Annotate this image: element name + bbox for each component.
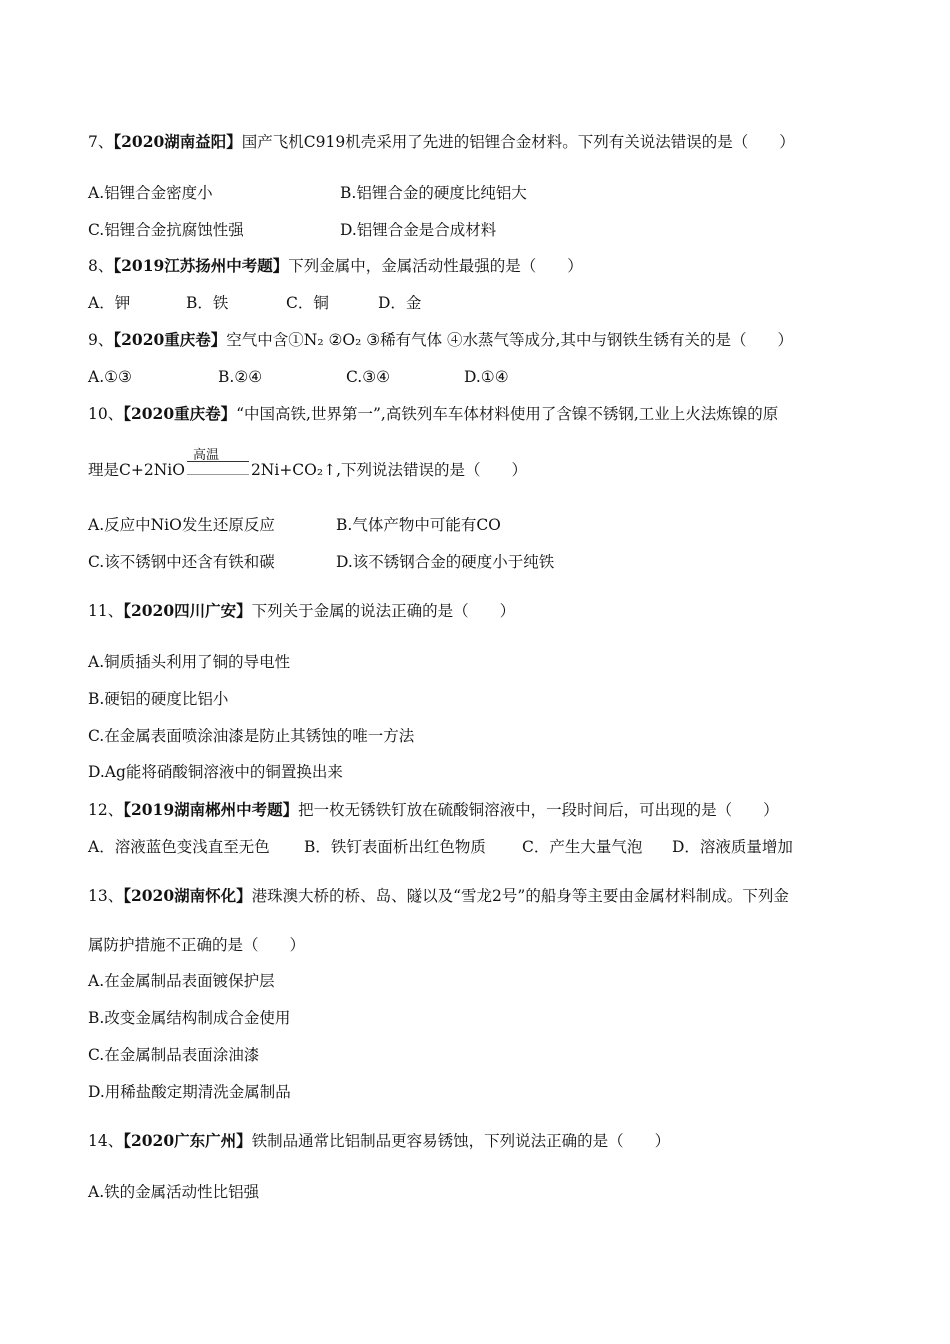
- question-source: 【2019湖南郴州中考题】: [123, 800, 299, 819]
- option-b: B.硬铝的硬度比铝小: [88, 690, 229, 708]
- option-a: A.铁的金属活动性比铝强: [88, 1183, 260, 1201]
- reaction-condition: 高温: [192, 448, 219, 463]
- question-number: 7、: [88, 133, 114, 151]
- question-13: [88, 885, 789, 907]
- option-c: C.在金属制品表面涂油漆: [88, 1046, 260, 1064]
- question-14: [88, 1130, 670, 1152]
- option-c: C.③④: [346, 368, 391, 386]
- equation-right: 2Ni+CO₂↑,下列说法错误的是（ ）: [250, 461, 528, 479]
- question-source: 【2020重庆卷】: [123, 404, 237, 423]
- question-source: 【2019江苏扬州中考题】: [113, 256, 289, 275]
- option-b: B.铝锂合金的硬度比纯铝大: [340, 184, 527, 202]
- question-text: “中国高铁,世界第一”,高铁列车车体材料使用了含镍不锈钢,工业上火法炼镍的原: [236, 405, 779, 423]
- option-b: B.气体产物中可能有CO: [336, 516, 501, 534]
- option-a: A.反应中NiO发生还原反应: [88, 516, 275, 534]
- option-d: D.该不锈钢合金的硬度小于纯铁: [336, 553, 555, 571]
- question-number: 11、: [88, 602, 124, 620]
- option-d: D.Ag能将硝酸铜溶液中的铜置换出来: [88, 763, 343, 781]
- option-b: B.改变金属结构制成合金使用: [88, 1009, 291, 1027]
- question-10: [88, 403, 778, 425]
- question-source: 【2020湖南怀化】: [123, 886, 252, 905]
- option-c: C.在金属表面喷涂油漆是防止其锈蚀的唯一方法: [88, 727, 415, 745]
- options-row: [88, 219, 496, 241]
- question-number: 13、: [88, 887, 124, 905]
- option-b: B．铁钉表面析出红色物质: [304, 838, 486, 856]
- option-a: A．钾: [88, 294, 131, 312]
- question-text: 下列金属中，金属活动性最强的是（ ）: [288, 257, 583, 275]
- question-number: 12、: [88, 801, 124, 819]
- question-text: 国产飞机C919机壳采用了先进的铝锂合金材料。下列有关说法错误的是（ ）: [241, 133, 795, 151]
- question-text: 下列关于金属的说法正确的是（ ）: [251, 602, 516, 620]
- question-11: [88, 600, 515, 622]
- option-d: D.用稀盐酸定期清洗金属制品: [88, 1083, 291, 1101]
- option-c: C.该不锈钢中还含有铁和碳: [88, 553, 275, 571]
- option-a: A.在金属制品表面镀保护层: [88, 972, 275, 990]
- option-d: D．溶液质量增加: [672, 838, 793, 856]
- option-c: C.铝锂合金抗腐蚀性强: [88, 221, 244, 239]
- question-source: 【2020四川广安】: [123, 601, 252, 620]
- option-c: C．产生大量气泡: [522, 838, 643, 856]
- option-a: A.①③: [88, 368, 132, 386]
- question-number: 9、: [88, 331, 114, 349]
- option-a: A.铝锂合金密度小: [88, 184, 213, 202]
- equation-left: 理是C+2NiO: [88, 461, 185, 479]
- options-row: [88, 366, 509, 388]
- question-12: [88, 799, 779, 821]
- option-d: D．金: [378, 294, 422, 312]
- option-b: B.②④: [218, 368, 263, 386]
- options-row: [88, 182, 527, 204]
- question-number: 8、: [88, 257, 114, 275]
- question-text: 铁制品通常比铝制品更容易锈蚀，下列说法正确的是（ ）: [251, 1132, 671, 1150]
- question-text: 把一枚无锈铁钉放在硫酸铜溶液中，一段时间后，可出现的是（ ）: [298, 801, 779, 819]
- question-number: 14、: [88, 1132, 124, 1150]
- options-row: [88, 292, 421, 314]
- options-row: [88, 551, 554, 573]
- question-9: [88, 329, 793, 351]
- question-8: [88, 255, 583, 277]
- reaction-condition-arrow: [187, 448, 249, 479]
- options-row: [88, 514, 501, 536]
- option-d: D.①④: [464, 368, 509, 386]
- option-a: A.铜质插头利用了铜的导电性: [88, 653, 291, 671]
- question-number: 10、: [88, 405, 124, 423]
- option-b: B．铁: [186, 294, 229, 312]
- options-row: [88, 836, 793, 858]
- option-c: C．铜: [286, 294, 329, 312]
- question-source: 【2020广东广州】: [123, 1131, 252, 1150]
- option-d: D.铝锂合金是合成材料: [340, 221, 497, 239]
- question-10-continued: [88, 448, 528, 481]
- question-13-continued: 属防护措施不正确的是（ ）: [88, 936, 306, 954]
- question-text: 空气中含①N₂ ②O₂ ③稀有气体 ④水蒸气等成分,其中与钢铁生锈有关的是（ ）: [226, 331, 793, 349]
- question-7: [88, 131, 795, 153]
- option-a: A．溶液蓝色变浅直至无色: [88, 838, 270, 856]
- question-source: 【2020重庆卷】: [113, 330, 227, 349]
- question-text: 港珠澳大桥的桥、岛、隧以及“雪龙2号”的船身等主要由金属材料制成。下列金: [251, 887, 789, 905]
- question-source: 【2020湖南益阳】: [113, 132, 242, 151]
